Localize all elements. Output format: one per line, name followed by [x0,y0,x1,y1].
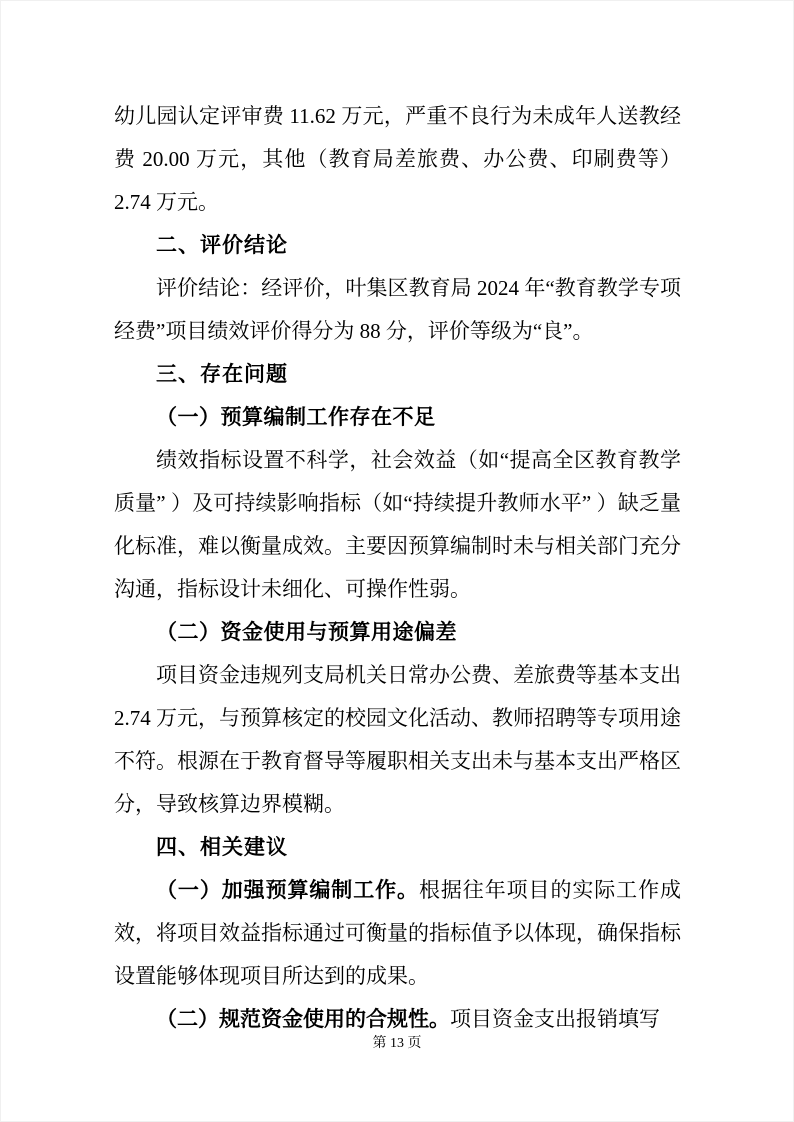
paragraph-suggestion-1 [114,869,681,998]
subheading-problem-1: （一）预算编制工作存在不足 [156,406,436,429]
suggestion-2-lead: （二）规范资金使用的合规性。 [156,1008,450,1031]
subheading-problem-2: （二）资金使用与预算用途偏差 [156,621,457,644]
heading-existing-problems: 三、存在问题 [156,363,288,386]
heading-suggestions: 四、相关建议 [156,836,288,859]
paragraph-problem-1: 绩效指标设置不科学，社会效益（如“提高全区教育教学质量” ）及可持续影响指标（如“持续提升教师水平” ）缺乏量化标准，难以衡量成效。主要因预算编制时未与相关部门充分沟通，指标设计未细化、可操作性弱。 [114,448,681,601]
page-number-footer: 第 13 页 [372,1036,422,1051]
paragraph-expense-detail: 幼儿园认定评审费 11.62 万元，严重不良行为未成年人送教经费 20.00 万元，其他（教育局差旅费、办公费、印刷费等）2.74 万元。 [114,104,681,214]
suggestion-2-text: 项目资金支出报销填写 [450,1007,660,1031]
heading-evaluation-conclusion: 二、评价结论 [156,234,288,257]
paragraph-problem-2: 项目资金违规列支局机关日常办公费、差旅费等基本支出 2.74 万元，与预算核定的校园文化活动、教师招聘等专项用途不符。根源在于教育督导等履职相关支出未与基本支出严格区分，导致核算边界模糊。 [114,663,681,816]
suggestion-1-text: 根据往年项目的实际工作成效，将项目效益指标通过可衡量的指标值予以体现，确保指标设置能够体现项目所达到的成果。 [114,878,682,988]
paragraph-evaluation-conclusion: 评价结论：经评价，叶集区教育局 2024 年“教育教学专项经费”项目绩效评价得分为 88 分，评价等级为“良”。 [114,276,681,343]
document-body [114,95,681,1041]
suggestion-1-lead: （一）加强预算编制工作。 [156,879,419,902]
